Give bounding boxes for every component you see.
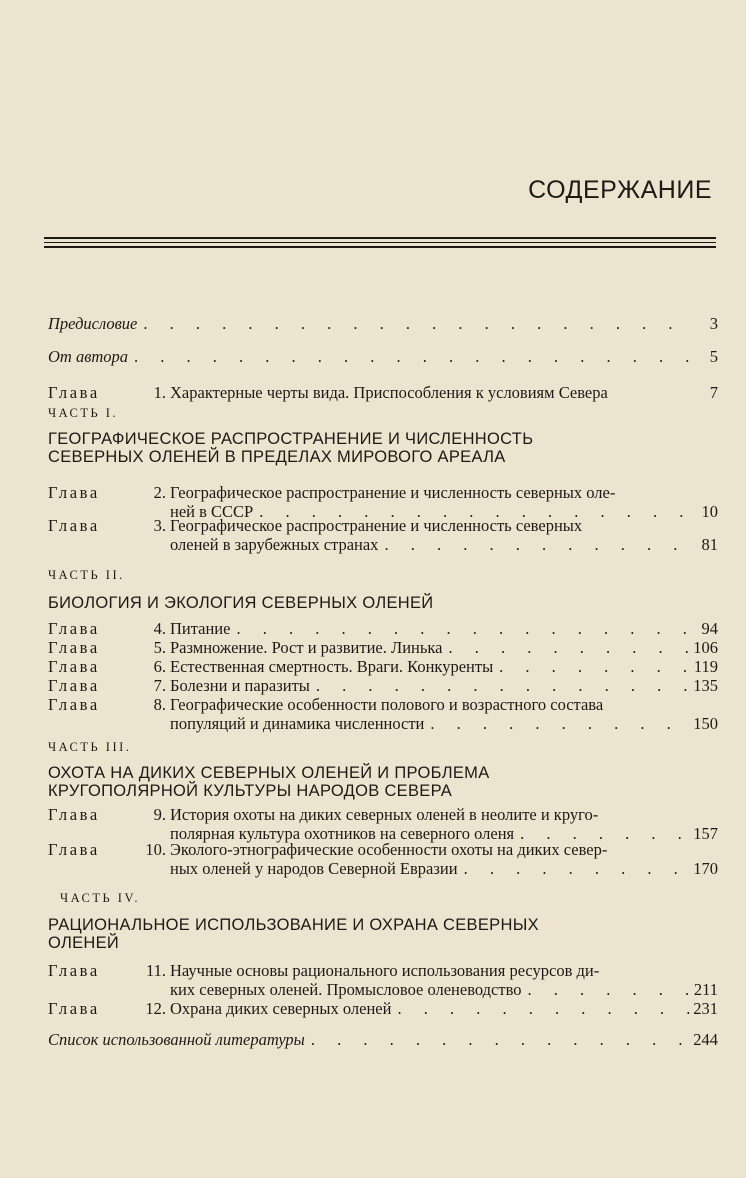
toc-entry-chapter-5[interactable]: Глава 5. Размножение. Рост и развитие. Линька . . . 106 <box>48 638 718 657</box>
toc-entry-chapter-3[interactable]: Глава 3. Географическое распространение и численность северных оленей в зарубежных странах . . . 81 <box>48 516 718 554</box>
toc-entry-chapter-1[interactable]: Глава 1. Характерные черты вида. Приспособления к условиям Севера 7 <box>48 383 718 402</box>
toc-part-2-chapters: Глава 4. Питание . . . 94 Глава 5. Размножение. Рост и развитие. Линька . . . 106 Глава 6. Естественная смертность. Враги. Конкуренты . . . 119 Глава 7. Болезни и паразиты . . . 135 Глава 8. Географические особенности полового и возрастного состава популяций и динамика численности . . . 150 <box>48 619 718 733</box>
part-1-title: ГЕОГРАФИЧЕСКОЕ РАСПРОСТРАНЕНИЕ И ЧИСЛЕННОСТЬ СЕВЕРНЫХ ОЛЕНЕЙ В ПРЕДЕЛАХ МИРОВОГО АРЕАЛА <box>48 430 534 466</box>
toc-entry-chapter-12[interactable]: Глава 12. Охрана диких северных оленей . . . 231 <box>48 999 718 1018</box>
page-number: 244 <box>693 1030 718 1049</box>
toc-entry-author[interactable] <box>48 347 718 366</box>
part-4-title: РАЦИОНАЛЬНОЕ ИСПОЛЬЗОВАНИЕ И ОХРАНА СЕВЕРНЫХ ОЛЕНЕЙ <box>48 916 539 952</box>
part-3-label: ЧАСТЬ III. <box>48 740 132 754</box>
toc-entry-chapter-2[interactable]: Глава 2. Географическое распространение и численность северных оле- ней в СССР . . . 10 <box>48 483 718 521</box>
page-title: СОДЕРЖАНИЕ <box>528 176 712 204</box>
part-1-label: ЧАСТЬ I. <box>48 406 119 420</box>
toc-entry-preface[interactable] <box>48 314 718 333</box>
toc-entry-bibliography[interactable] <box>48 1030 718 1049</box>
title-divider <box>44 237 716 251</box>
part-3-title: ОХОТА НА ДИКИХ СЕВЕРНЫХ ОЛЕНЕЙ И ПРОБЛЕМА КРУГОПОЛЯРНОЙ КУЛЬТУРЫ НАРОДОВ СЕВЕРА <box>48 764 490 800</box>
part-2-label: ЧАСТЬ II. <box>48 568 125 582</box>
toc-entry-chapter-10[interactable]: Глава 10. Эколого-этнографические особенности охоты на диких север- ных оленей у народов Северной Евразии . . . 170 <box>48 840 718 878</box>
toc-entry-chapter-11[interactable]: Глава 11. Научные основы рационального использования ресурсов ди- ких северных оленей. Промысловое оленеводство . . . 211 <box>48 961 718 999</box>
toc-entry-chapter-7[interactable]: Глава 7. Болезни и паразиты . . . 135 <box>48 676 718 695</box>
part-2-title: БИОЛОГИЯ И ЭКОЛОГИЯ СЕВЕРНЫХ ОЛЕНЕЙ <box>48 594 434 612</box>
entry-label: От автора <box>48 347 129 366</box>
entry-label: Предисловие <box>48 314 138 333</box>
toc-entry-chapter-8[interactable]: Глава 8. Географические особенности полового и возрастного состава <box>48 695 604 714</box>
page-number: 5 <box>709 347 718 366</box>
toc-entry-chapter-4[interactable]: Глава 4. Питание . . . 94 <box>48 619 718 638</box>
part-4-label: ЧАСТЬ IV. <box>60 891 141 905</box>
entry-label: Список использованной литературы <box>48 1030 305 1049</box>
toc-entry-chapter-9[interactable]: Глава 9. История охоты на диких северных оленей в неолите и круго- полярная культура охотников на северного оленя . . . 157 <box>48 805 718 843</box>
toc-entry-chapter-6[interactable]: Глава 6. Естественная смертность. Враги. Конкуренты . . . 119 <box>48 657 718 676</box>
page-number: 3 <box>709 314 718 333</box>
